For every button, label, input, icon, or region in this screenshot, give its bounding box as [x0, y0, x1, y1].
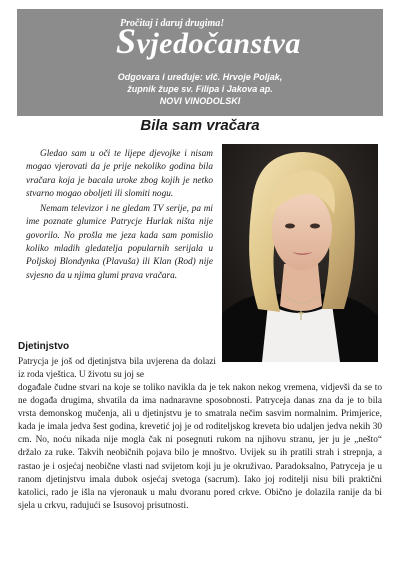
editor-line: župnik župe sv. Filipa i Jakova ap.	[127, 84, 273, 94]
masthead-initial: S	[116, 21, 137, 61]
masthead-rest: vjedočanstva	[136, 27, 301, 60]
editor-credits	[17, 71, 383, 107]
masthead-tagline: Pročitaj i daruj drugima!	[120, 18, 225, 29]
body-text-lead: Patrycja je još od djetinjstva bila uvjerena da dolazi iz roda vještica. U životu su joj se	[18, 357, 216, 380]
section-heading: Djetinjstvo	[18, 341, 70, 352]
editor-line: Odgovara i uređuje: vlč. Hrvoje Poljak,	[117, 72, 283, 82]
intro-paragraph: Nemam televizor i ne gledam TV serije, pa mi ime poznate glumice Patrycje Hurlak ništa nije govorilo. No prošla me jeza kada sam pomislio koliko mladih gledatelja popularnih serijala u Poljskoj Blondynka (Plavuša) ili Klan (Rod) nije svjesno da u njima glumi prava vračara.	[26, 204, 213, 281]
intro-text	[26, 148, 213, 285]
editor-line: NOVI VINODOLSKI	[159, 96, 241, 106]
body-text: događale čudne stvari na koje se toliko navikla da je tek nakon nekog vremena, vidjevši da se to ne događa drugima, shvatila da ima nadnaravne sposobnosti. Patryceja danas zna da je to bila vrsta demonskog mučenja, ali u djetinjstvu je to smatrala nečim sasvim normalnim. Primjerice, kada je imala jedva šest godina, krevetić joj je od roditeljskog kreveta bio udaljen jedva nekih 30 cm. No, noću nikada nije mogla čak ni posegnuti rukom na njihovu stranu, jer ju je „nešto“ držalo za ruke. Takvih neobičnih pojava bilo je mnoštvo. Uvijek su ih pratili strah i strepnja, a rastao je i osjećaj neobične vlasti nad svijetom koji ju je okruživao. Paradoksalno, Patryceja je u ranom djetinjstvu imala dubok osjećaj svetoga (sacrum). Iako joj roditelji nisu bili praktični katolici, rado je išla na vjeronauk u malu dvoranu pored crkve. Obično je dolazila ranije da bi sjela u crkvu, radujući se Isusovoj prisutnosti.	[18, 383, 382, 511]
intro-paragraph: Gledao sam u oči te lijepe djevojke i nisam mogao vjerovati da je prije nekoliko godina bila vračara koja je bacala uroke zbog kojih je netko stvarno mogao oboljeti ili slomiti nogu.	[26, 149, 213, 199]
article-title: Bila sam vračara	[140, 117, 260, 134]
masthead-banner	[17, 9, 383, 116]
portrait-illustration	[222, 144, 378, 362]
portrait-photo	[222, 144, 378, 362]
